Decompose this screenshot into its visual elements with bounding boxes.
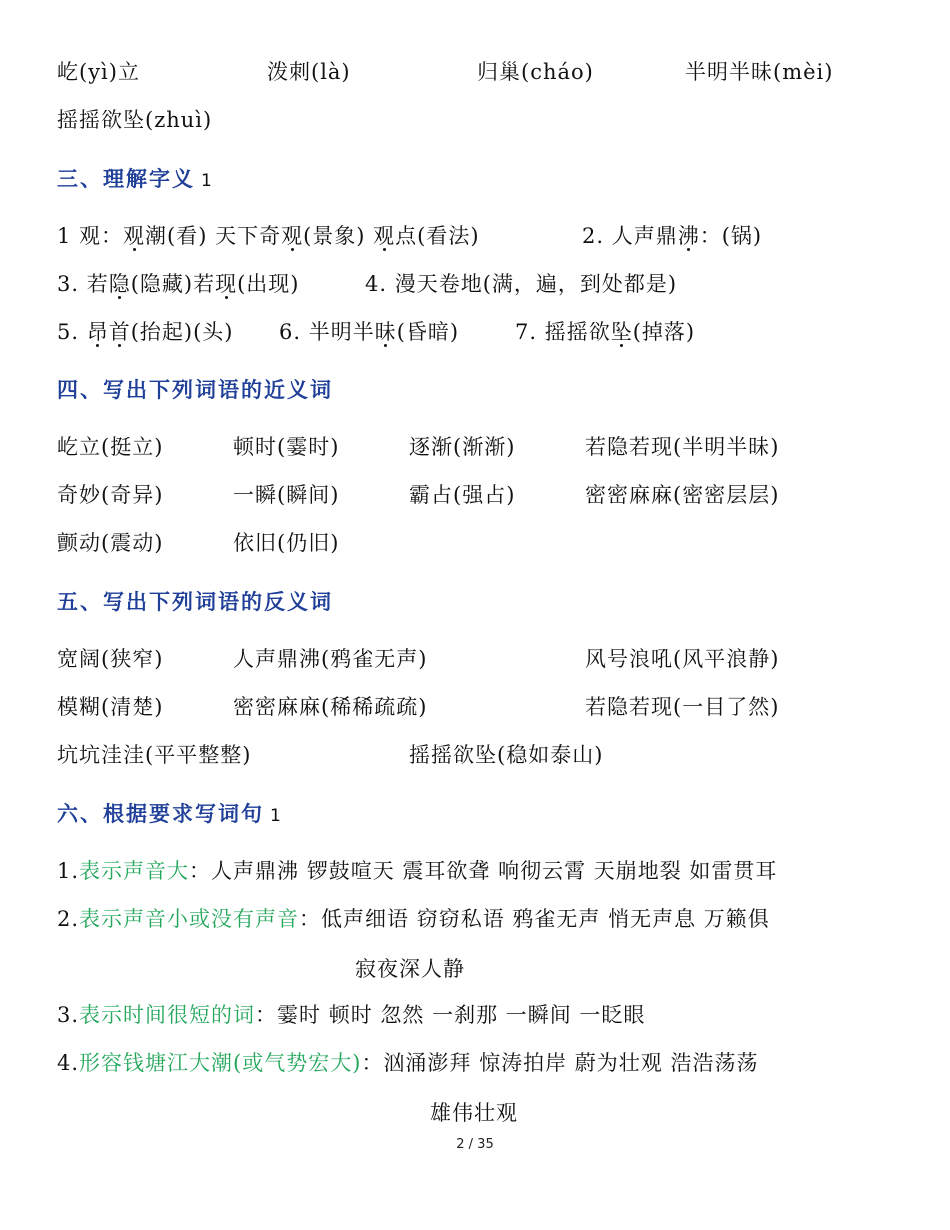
section3-line-1 (57, 222, 763, 250)
antonym-pair: 风号浪吼(风平浪静) (585, 647, 780, 671)
pinyin-word: 半明半昧(mèi) (685, 60, 834, 84)
dotted-char: 观 (373, 224, 396, 248)
colon: ： (189, 859, 212, 883)
text: 3. 若 (57, 272, 109, 296)
item-label: 表示时间很短的词 (79, 1003, 256, 1027)
synonym-pair: 逐渐(渐渐) (409, 435, 516, 459)
item-6 (279, 318, 459, 346)
antonym-pair: 摇摇欲坠(稳如泰山) (409, 743, 604, 767)
section3-number: 1 (201, 171, 212, 191)
section6-item-4 (57, 1049, 758, 1077)
antonym-pair: 坑坑洼洼(平平整整) (57, 743, 252, 767)
item-7 (515, 318, 695, 346)
synonym-pair: 霸占(强占) (409, 483, 516, 507)
antonym-pair: 密密麻麻(稀稀疏疏) (233, 695, 428, 719)
item-text: 人声鼎沸 锣鼓喧天 震耳欲聋 响彻云霄 天崩地裂 如雷贯耳 (211, 859, 778, 883)
text: (隐藏)若 (130, 272, 216, 296)
section6-heading (57, 800, 281, 830)
antonym-pair: 人声鼎沸(鸦雀无声) (233, 647, 428, 671)
item-number: 3. (57, 1003, 80, 1027)
synonym-pair: 依旧(仍旧) (233, 531, 340, 555)
section4-heading: 四、写出下列词语的近义词 (57, 377, 333, 402)
dotted-char: 观 (123, 224, 146, 248)
synonym-pair: 若隐若现(半明半昧) (585, 435, 780, 459)
text: 5. (57, 320, 87, 344)
item-text: 霎时 顿时 忽然 一刹那 一瞬间 一眨眼 (277, 1003, 646, 1027)
section3-line-3 (57, 318, 696, 346)
text: 7. 摇摇欲 (515, 320, 611, 344)
dotted-char: 首 (108, 320, 131, 344)
dotted-char: 坠 (610, 320, 633, 344)
section3-line-2 (57, 270, 678, 298)
text: (出现) (237, 272, 300, 296)
item-label: 表示声音大 (79, 859, 190, 883)
item-number: 4. (57, 1051, 80, 1075)
section6-number: 1 (270, 806, 281, 826)
text: 1 观： (57, 224, 124, 248)
section5-heading: 五、写出下列词语的反义词 (57, 589, 333, 614)
dotted-char: 沸 (677, 224, 700, 248)
section6-item-3 (57, 1001, 645, 1029)
section6-item-2-continuation: 寂夜深人静 (355, 957, 465, 981)
pinyin-word: 屹(yì)立 (57, 60, 140, 84)
page-number: 2 / 35 (456, 1137, 494, 1152)
synonym-pair: 密密麻麻(密密层层) (585, 483, 780, 507)
text: (掉落) (632, 320, 696, 344)
pinyin-row-2: 摇摇欲坠(zhuì) (57, 108, 213, 132)
synonym-pair: 奇妙(奇异) (57, 483, 164, 507)
text: 2. 人声鼎 (582, 224, 678, 248)
antonym-pair: 宽阔(狭窄) (57, 647, 164, 671)
text: 潮(看) 天下奇 (145, 224, 282, 248)
item-number: 2. (57, 907, 80, 931)
text: ：(锅) (699, 224, 763, 248)
section3-heading (57, 165, 212, 195)
colon: ： (255, 1003, 278, 1027)
item-label: 形容钱塘江大潮(或气势宏大) (79, 1051, 362, 1075)
item-2 (582, 222, 762, 250)
item-number: 1. (57, 859, 80, 883)
item-4: 4. 漫天卷地(满，遍，到处都是) (365, 272, 678, 296)
antonym-pair: 若隐若现(一目了然) (585, 695, 780, 719)
pinyin-word: 泼刺(là) (267, 60, 351, 84)
section6-item-2 (57, 905, 770, 933)
dotted-char: 昂 (86, 320, 109, 344)
synonym-pair: 颤动(震动) (57, 531, 164, 555)
antonym-pair: 模糊(清楚) (57, 695, 164, 719)
section6-title: 六、根据要求写词句 (57, 801, 264, 826)
dotted-char: 观 (281, 224, 304, 248)
item-text: 低声细语 窃窃私语 鸦雀无声 悄无声息 万籁俱 (321, 907, 770, 931)
item-text: 汹涌澎拜 惊涛拍岸 蔚为壮观 浩浩荡荡 (383, 1051, 759, 1075)
synonym-pair: 一瞬(瞬间) (233, 483, 340, 507)
dotted-char: 隐 (108, 272, 131, 296)
text: (抬起)(头) (130, 320, 234, 344)
text: (昏暗) (396, 320, 460, 344)
colon: ： (299, 907, 322, 931)
synonym-pair: 屹立(挺立) (57, 435, 164, 459)
pinyin-word: 归巢(cháo) (477, 60, 594, 84)
section6-item-4-continuation: 雄伟壮观 (430, 1101, 518, 1125)
text: 点(看法) (395, 224, 480, 248)
section6-item-1 (57, 857, 777, 885)
dotted-char: 昧 (374, 320, 397, 344)
dotted-char: 现 (215, 272, 238, 296)
text: (景象) (303, 224, 374, 248)
item-label: 表示声音小或没有声音 (79, 907, 300, 931)
text: 6. 半明半 (279, 320, 375, 344)
section3-title: 三、理解字义 (57, 166, 195, 191)
colon: ： (361, 1051, 384, 1075)
synonym-pair: 顿时(霎时) (233, 435, 340, 459)
